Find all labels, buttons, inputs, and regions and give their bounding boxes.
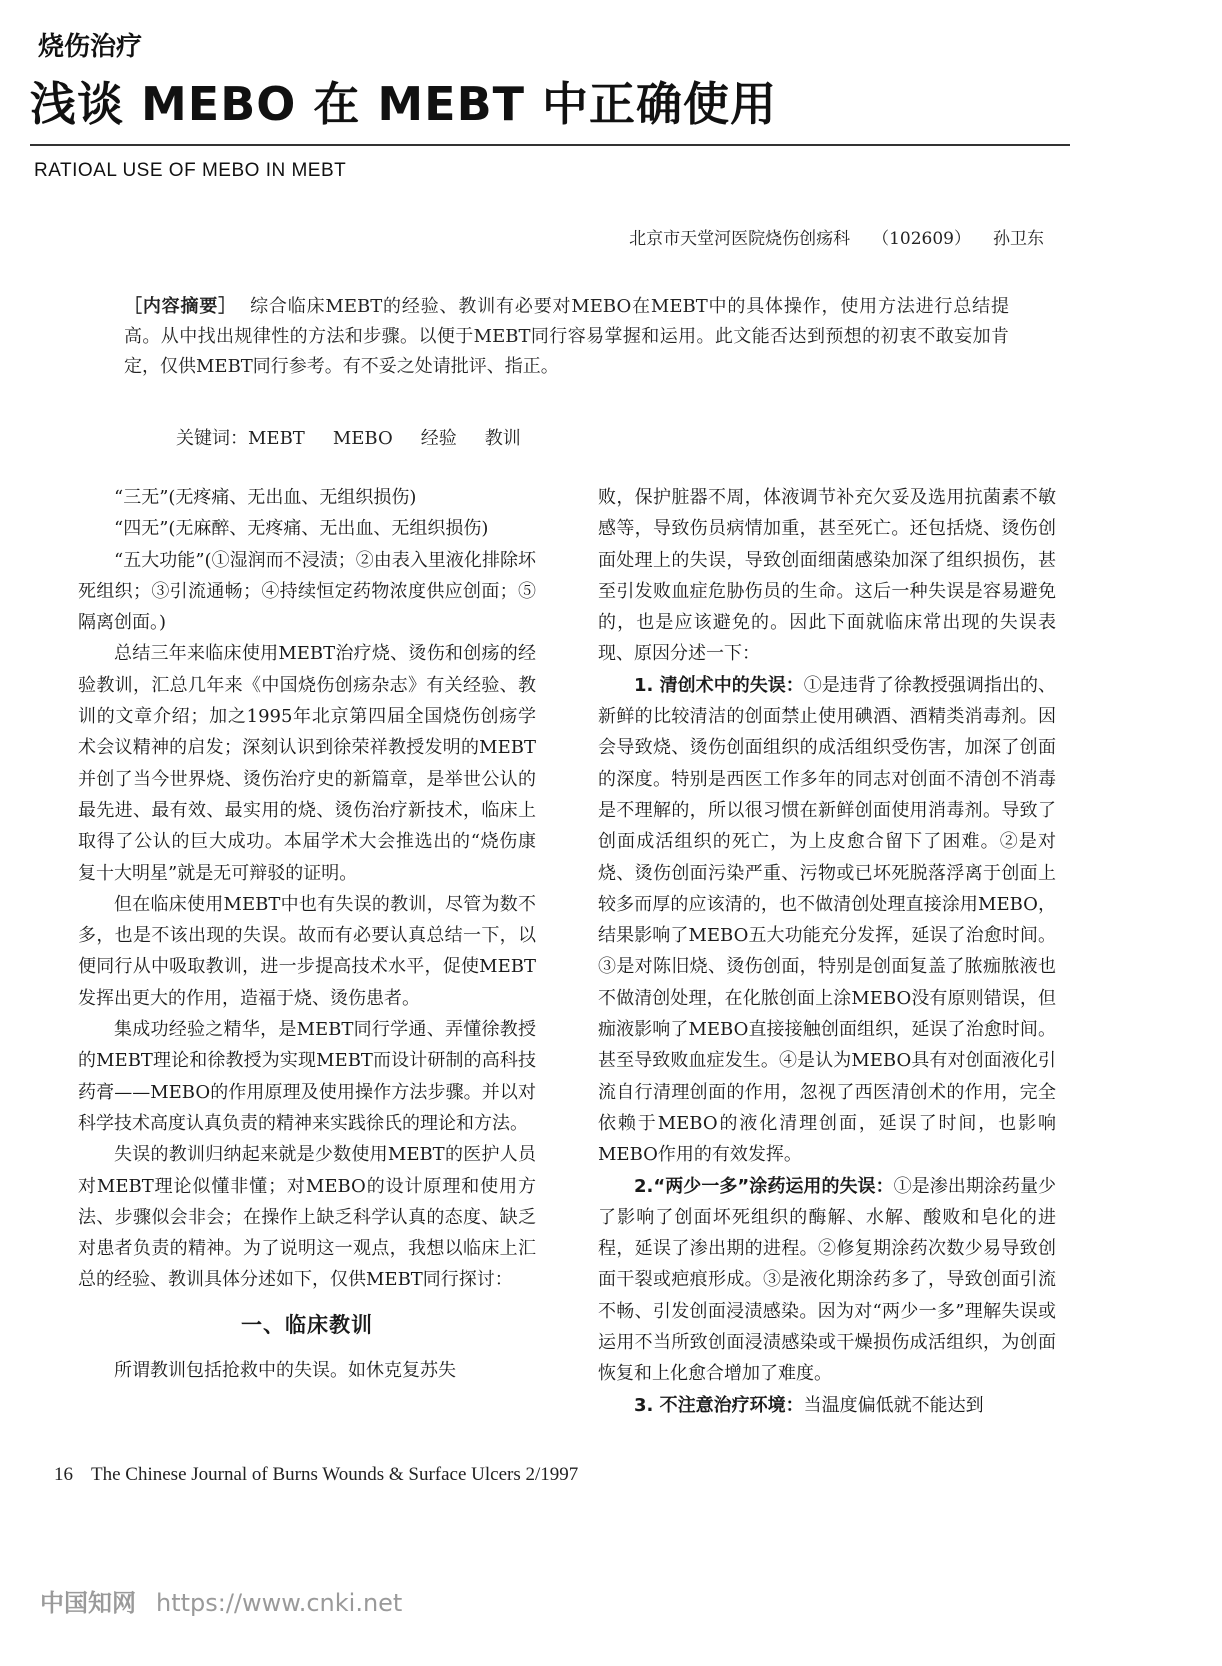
author-affiliation	[629, 224, 1044, 249]
postcode: （102609）	[872, 229, 971, 249]
paragraph: 总结三年来临床使用MEBT治疗烧、烫伤和创疡的经验教训，汇总几年来《中国烧伤创疡杂志》有关经验、教训的文章介绍；加之1995年北京第四届全国烧伤创疡学术会议精神的启发；深刻认识到徐荣祥教授发明的MEBT并创了当今世界烧、烫伤治疗史的新篇章，是举世公认的最先进、最有效、最实用的烧、烫伤治疗新技术，临床上取得了公认的巨大成功。本届学术大会推选出的“烧伤康复十大明星”就是无可辩驳的证明。	[78, 643, 536, 884]
abstract	[124, 292, 1009, 382]
body-column-right	[598, 482, 1056, 1421]
keyword: 经验	[420, 428, 457, 449]
paragraph: “四无”(无麻醉、无疼痛、无出血、无组织损伤)	[114, 518, 489, 540]
watermark-site-name: 中国知网	[40, 1589, 136, 1617]
item-label: 3. 不注意治疗环境：	[634, 1394, 804, 1416]
paragraph: “五大功能”(①湿润而不浸渍；②由表入里液化排除坏死组织；③引流通畅；④持续恒定药物浓度供应创面；⑤隔离创面。)	[78, 549, 536, 634]
item-label: 2.“两少一多”涂药运用的失误：	[634, 1175, 894, 1197]
article-title: 浅谈 MEBO 在 MEBT 中正确使用	[30, 77, 778, 131]
title-divider	[30, 144, 1070, 146]
section-heading: 一、临床教训	[241, 1312, 373, 1337]
paragraph: 所谓教训包括抢救中的失误。如休克复苏失	[114, 1360, 456, 1382]
page-number: 16	[54, 1464, 73, 1485]
institution: 北京市天堂河医院烧伤创疡科	[629, 229, 851, 249]
paragraph: 但在临床使用MEBT中也有失误的教训，尽管为数不多，也是不该出现的失误。故而有必要认真总结一下，以便同行从中吸取教训，进一步提高技术水平，促使MEBT发挥出更大的作用，造福于烧、烫伤患者。	[78, 893, 536, 1009]
watermark-url: https://www.cnki.net	[156, 1589, 403, 1617]
item-label: 1. 清创术中的失误：	[634, 674, 804, 696]
abstract-text: 综合临床MEBT的经验、教训有必要对MEBO在MEBT中的具体操作，使用方法进行总结提高。从中找出规律性的方法和步骤。以便于MEBT同行容易掌握和运用。此文能否达到预想的初衷不敢妄加肯定，仅供MEBT同行参考。有不妥之处请批评、指正。	[124, 296, 1009, 377]
list-item	[598, 1390, 1056, 1421]
paragraph: 集成功经验之精华，是MEBT同行学通、弄懂徐教授的MEBT理论和徐教授为实现MEBT而设计研制的高科技药膏——MEBO的作用原理及使用操作方法步骤。并以对科学技术高度认真负责的精神来实践徐氏的理论和方法。	[78, 1019, 536, 1134]
item-text: ①是违背了徐教授强调指出的、新鲜的比较清洁的创面禁止使用碘酒、酒精类消毒剂。因会导致烧、烫伤创面组织的成活组织受伤害，加深了创面的深度。特别是西医工作多年的同志对创面不清创不消毒是不理解的，所以很习惯在新鲜创面使用消毒剂。导致了创面成活组织的死亡，为上皮愈合留下了困难。②是对烧、烫伤创面污染严重、污物或已坏死脱落浮离于创面上较多而厚的应该清的，也不做清创处理直接涂用MEBO，结果影响了MEBO五大功能充分发挥，延误了治愈时间。③是对陈旧烧、烫伤创面，特别是创面复盖了脓痂脓液也不做清创处理，在化脓创面上涂MEBO没有原则错误，但痂液影响了MEBO直接接触创面组织，延误了治愈时间。甚至导致败血症发生。④是认为MEBO具有对创面液化引流自行清理创面的作用，忽视了西医清创术的作用，完全依赖于MEBO的液化清理创面，延误了时间，也影响MEBO作用的有效发挥。	[598, 674, 1056, 1166]
paragraph: 败，保护脏器不周，体液调节补充欠妥及选用抗菌素不敏感等，导致伤员病情加重，甚至死亡。还包括烧、烫伤创面处理上的失误，导致创面细菌感染加深了组织损伤，甚至引发败血症危胁伤员的生命。这后一种失误是容易避免的，也是应该避免的。因此下面就临床常出现的失误表现、原因分述一下：	[598, 487, 1056, 665]
item-text: 当温度偏低就不能达到	[803, 1394, 984, 1416]
page-footer	[54, 1464, 578, 1486]
item-text: ①是渗出期涂药量少了影响了创面坏死组织的酶解、水解、酸败和皂化的进程，延误了渗出期的进程。②修复期涂药次数少易导致创面干裂或疤痕形成。③是液化期涂药多了，导致创面引流不畅、引发创面浸渍感染。因为对“两少一多”理解失误或运用不当所致创面浸渍感染或干燥损伤成活组织，为创面恢复和上化愈合增加了难度。	[598, 1175, 1056, 1385]
section-tag: 烧伤治疗	[38, 32, 143, 62]
paragraph: “三无”(无疼痛、无出血、无组织损伤)	[114, 487, 417, 508]
author-name: 孙卫东	[993, 229, 1044, 249]
list-item	[598, 1171, 1056, 1390]
keywords-label: 关键词：	[176, 428, 248, 449]
keyword: MEBO	[332, 428, 393, 449]
keyword: MEBT	[248, 428, 305, 449]
english-title: RATIOAL USE OF MEBO IN MEBT	[34, 160, 347, 181]
paragraph: 失误的教训归纳起来就是少数使用MEBT的医护人员对MEBT理论似懂非懂；对MEBO的设计原理和使用方法、步骤似会非会；在操作上缺乏科学认真的态度、缺乏对患者负责的精神。为了说明这一观点，我想以临床上汇总的经验、教训具体分述如下，仅供MEBT同行探讨：	[78, 1144, 536, 1291]
cnki-watermark	[40, 1583, 402, 1618]
keywords-line	[176, 424, 549, 450]
list-item	[598, 670, 1056, 1171]
abstract-label: ［内容摘要］	[124, 296, 237, 317]
keyword: 教训	[484, 428, 521, 449]
body-column-left	[78, 482, 536, 1386]
journal-citation: The Chinese Journal of Burns Wounds & Surface Ulcers 2/1997	[91, 1464, 579, 1485]
